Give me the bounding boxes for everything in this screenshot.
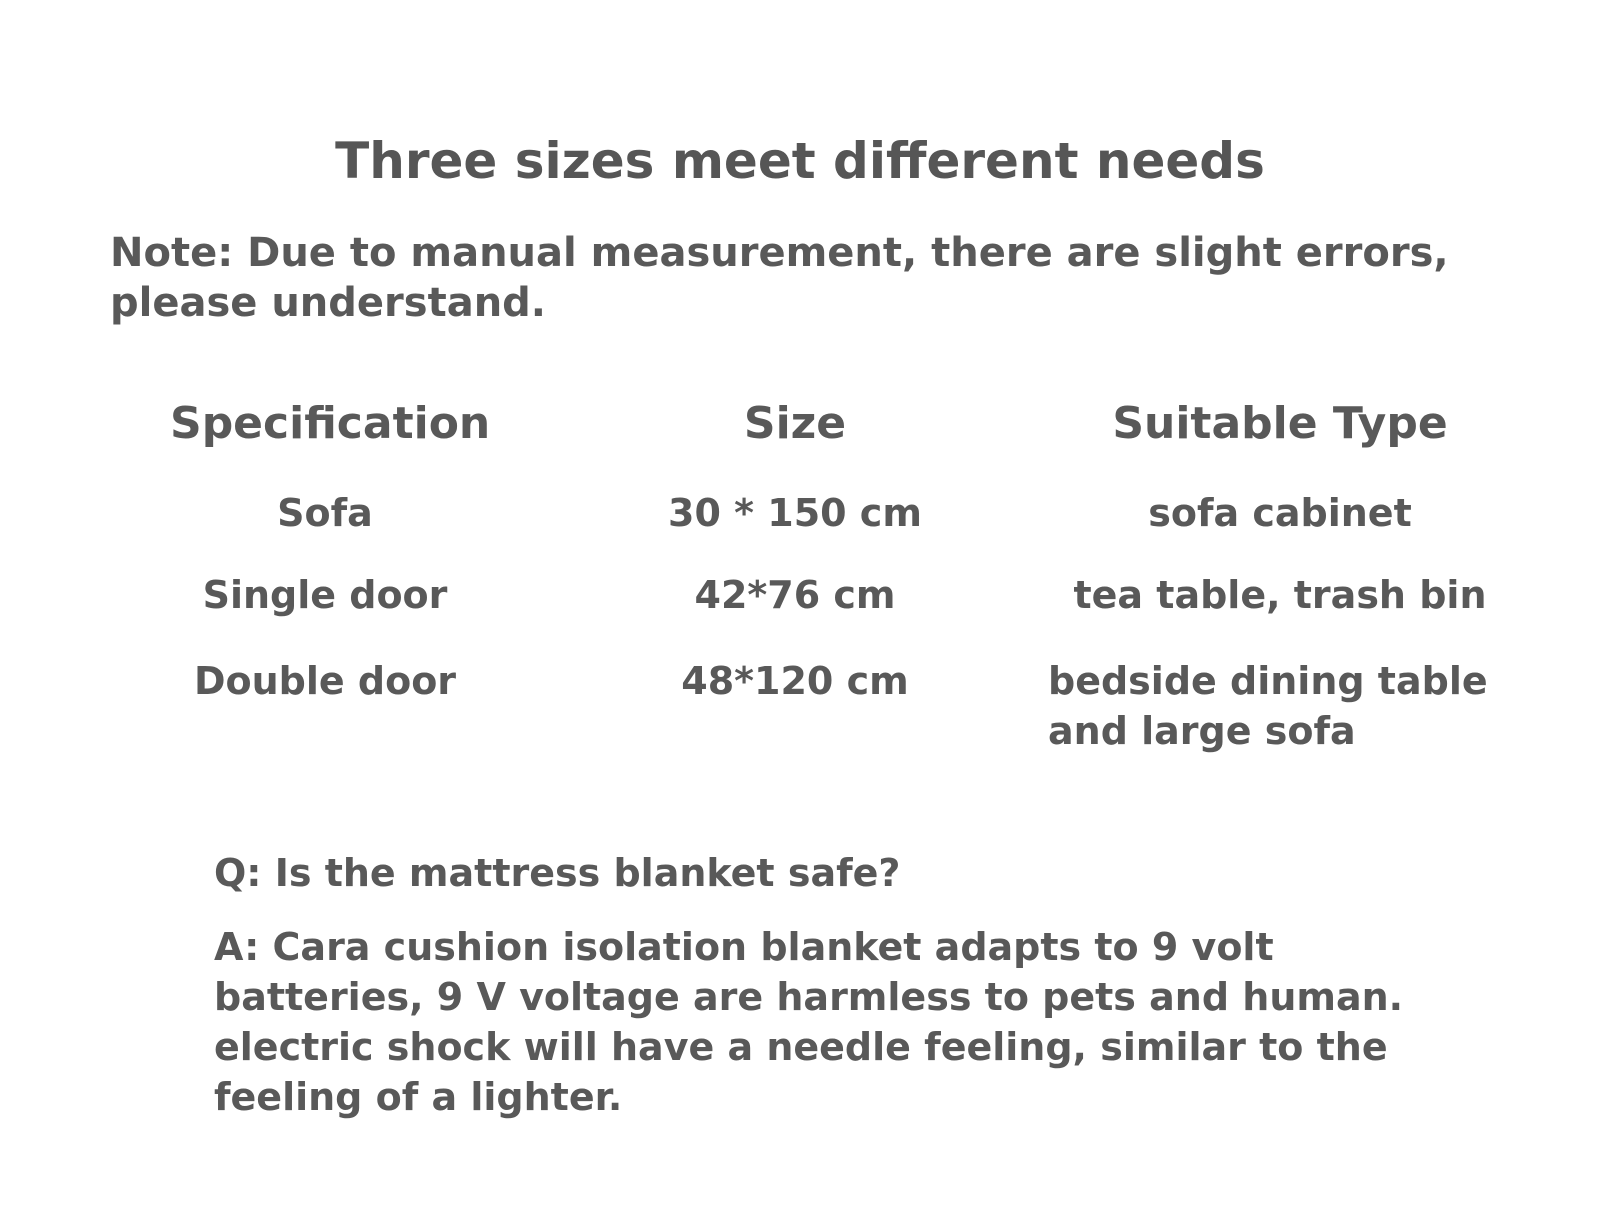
row-double-door-spec: Double door [193,659,457,703]
header-size: Size [743,398,847,449]
page-title: Three sizes meet different needs [335,132,1265,190]
row-sofa-spec: Sofa [277,491,373,535]
row-sofa-size: 30 * 150 cm [668,491,922,535]
row-single-door-type: tea table, trash bin [1073,573,1487,617]
row-single-door-size: 42*76 cm [694,573,896,617]
header-suitable-type: Suitable Type [1112,398,1448,449]
header-specification: Specification [170,398,491,449]
row-single-door-spec: Single door [202,573,448,617]
row-double-door-type: bedside dining table and large sofa [1048,659,1488,753]
row-double-door-size: 48*120 cm [681,659,909,703]
measurement-note: Note: Due to manual measurement, there are slight errors, please understand. [110,230,1449,326]
faq-answer: A: Cara cushion isolation blanket adapts to 9 volt batteries, 9 V voltage are harmless to pets and human. electric shock will have a needle feeling, similar to the feeling of a lighter. [214,925,1404,1119]
row-sofa-type: sofa cabinet [1148,491,1412,535]
faq-question: Q: Is the mattress blanket safe? [214,851,901,895]
